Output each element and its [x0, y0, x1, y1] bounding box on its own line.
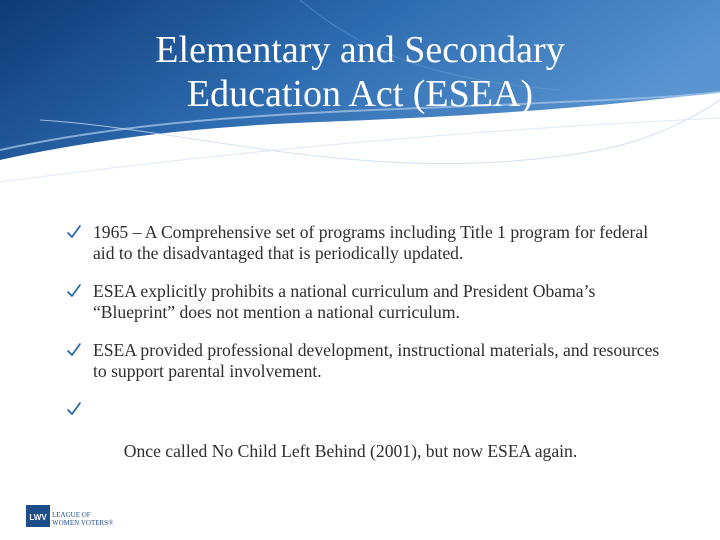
bullet-list: [66, 222, 666, 500]
bullet-text: ESEA explicitly prohibits a national curriculum and President Obama’s “Blueprint” does not mention a national curriculum.: [93, 281, 596, 322]
slide-title: [60, 28, 660, 116]
lwv-logo-line-2: WOMEN VOTERS®: [52, 519, 114, 527]
checkmark-icon: [66, 281, 82, 301]
bullet-text: ESEA provided professional development, instructional materials, and resources to support parental involvement.: [93, 340, 660, 381]
checkmark-icon: [66, 340, 82, 360]
checkmark-icon: [66, 222, 82, 242]
bullet-item: [66, 340, 666, 382]
bullet-item: [66, 222, 666, 264]
bullet-item: [66, 399, 666, 483]
checkmark-icon: [66, 399, 82, 419]
lwv-logo-text: [52, 511, 113, 527]
lwv-logo-line-1: LEAGUE OF: [52, 511, 91, 519]
lwv-logo-mark-text: LWV: [29, 513, 47, 522]
slide-title-line-1: Elementary and Secondary: [155, 29, 565, 71]
lwv-logo-mark: [26, 502, 50, 530]
bullet-item: [66, 281, 666, 323]
bullet-text: 1965 – A Comprehensive set of programs including Title 1 program for federal aid to the disadvantaged that is periodically updated.: [93, 222, 649, 263]
slide-title-line-2: Education Act (ESEA): [186, 73, 534, 115]
bullet-text: Once called No Child Left Behind (2001), but now ESEA again.: [119, 441, 578, 461]
